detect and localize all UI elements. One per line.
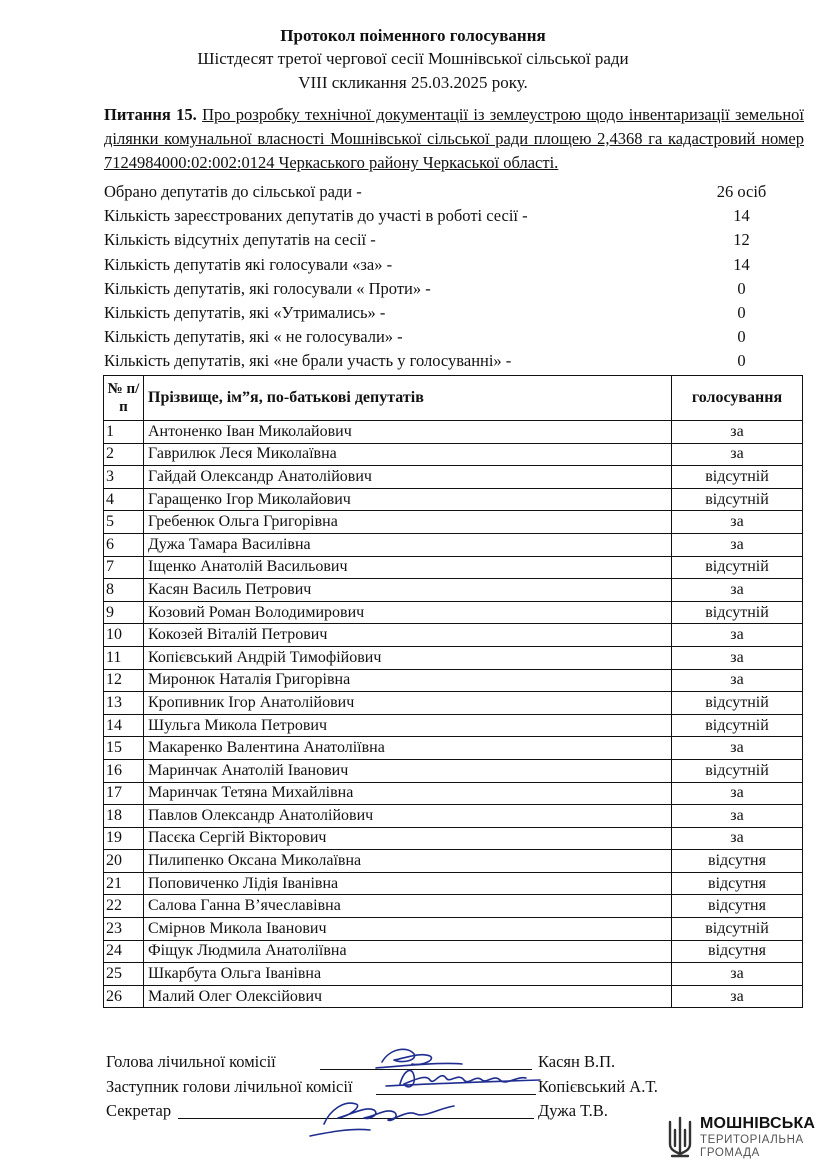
table-row: [104, 827, 803, 850]
deputy-name: Шульга Микола Петрович: [144, 714, 672, 737]
document-title: Протокол поіменного голосування: [280, 26, 546, 45]
stat-value: 14: [733, 206, 750, 226]
secretary-role: Секретар: [106, 1101, 172, 1120]
deputy-name: Поповиченко Лідія Іванівна: [144, 872, 672, 895]
deputy-name: Салова Ганна В’ячеславівна: [144, 895, 672, 918]
stat-value: 0: [737, 351, 746, 371]
table-row: [104, 443, 803, 466]
table-row: [104, 533, 803, 556]
table-row: [104, 895, 803, 918]
deputy-name: Гребенюк Ольга Григорівна: [144, 511, 672, 534]
row-number: 23: [104, 918, 144, 941]
row-number: 7: [104, 556, 144, 579]
vote-result: відсутній: [672, 714, 803, 737]
stat-label: Обрано депутатів до сільської ради -: [104, 182, 362, 201]
row-number: 3: [104, 466, 144, 489]
column-header-vote: голосування: [672, 376, 803, 421]
vote-result: за: [672, 533, 803, 556]
deputy-name: Маринчак Анатолій Іванович: [144, 759, 672, 782]
vote-result: відсутня: [672, 872, 803, 895]
stat-label: Кількість депутатів, які «Утримались» -: [104, 302, 386, 322]
table-row: [104, 985, 803, 1008]
stat-value: 12: [733, 230, 750, 250]
deputy-name: Антоненко Іван Миколайович: [144, 421, 672, 444]
handwritten-signatures: [290, 1040, 550, 1140]
stat-label: Кількість депутатів, які «не брали участь у голосуванні» -: [104, 351, 512, 371]
row-number: 18: [104, 805, 144, 828]
table-row: [104, 556, 803, 579]
deputy-role: Заступник голови лічильної комісії: [106, 1077, 353, 1096]
chair-name: Касян В.П.: [538, 1052, 616, 1071]
row-number: 6: [104, 533, 144, 556]
deputy-name: Пилипенко Оксана Миколаївна: [144, 850, 672, 873]
table-row: [104, 488, 803, 511]
row-number: 1: [104, 421, 144, 444]
stat-row: [104, 206, 804, 230]
row-number: 24: [104, 940, 144, 963]
vote-result: відсутній: [672, 692, 803, 715]
stat-label: Кількість депутатів які голосували «за» -: [104, 254, 393, 274]
table-row: [104, 579, 803, 602]
stat-label: Кількість депутатів, які « не голосували» -: [104, 327, 403, 347]
table-row: [104, 850, 803, 873]
deputy-name: Малий Олег Олексійович: [144, 985, 672, 1008]
deputy-name: Кокозей Віталій Петрович: [144, 624, 672, 647]
row-number: 21: [104, 872, 144, 895]
row-number: 12: [104, 669, 144, 692]
deputy-name: Гаращенко Ігор Миколайович: [144, 488, 672, 511]
vote-result: відсутній: [672, 918, 803, 941]
stat-row: [104, 327, 804, 351]
deputy-name: Дужа Тамара Василівна: [144, 533, 672, 556]
table-row: [104, 737, 803, 760]
roll-call-table: [103, 375, 803, 1008]
vote-result: за: [672, 624, 803, 647]
stat-value: 0: [737, 278, 746, 298]
table-row: [104, 782, 803, 805]
stat-row: [104, 230, 804, 254]
row-number: 10: [104, 624, 144, 647]
deputy-name: Касян Василь Петрович: [144, 579, 672, 602]
vote-result: за: [672, 421, 803, 444]
deputy-name: Копієвський А.Т.: [538, 1077, 658, 1096]
stat-value: 14: [733, 254, 750, 274]
table-row: [104, 466, 803, 489]
stat-value: 0: [737, 302, 746, 322]
table-row: [104, 918, 803, 941]
community-logo: [666, 1114, 816, 1162]
deputy-name: Копієвський Андрій Тимофійович: [144, 646, 672, 669]
table-row: [104, 940, 803, 963]
stat-value: 0: [737, 327, 746, 347]
row-number: 26: [104, 985, 144, 1008]
deputy-name: Фіщук Людмила Анатоліївна: [144, 940, 672, 963]
deputy-name: Макаренко Валентина Анатоліївна: [144, 737, 672, 760]
session-subtitle: Шістдесят третої чергової сесії Мошнівської сільської ради: [197, 49, 629, 68]
deputy-name: Кропивник Ігор Анатолійович: [144, 692, 672, 715]
deputy-name: Маринчак Тетяна Михайлівна: [144, 782, 672, 805]
column-header-name: Прізвище, ім”я, по-батькові депутатів: [144, 376, 672, 421]
vote-result: відсутня: [672, 895, 803, 918]
row-number: 13: [104, 692, 144, 715]
vote-result: за: [672, 443, 803, 466]
deputy-name: Смірнов Микола Іванович: [144, 918, 672, 941]
deputy-name: Іщенко Анатолій Васильович: [144, 556, 672, 579]
question-text: Про розробку технічної документації із землеустрою щодо інвентаризації земельної ділянки комунальної власності Мошнівської сільської ради площею 2,4368 га кадастровий номер 7124984000:02:002:0124 Черкаського району Черкаської області.: [104, 105, 805, 172]
deputy-name: Козовий Роман Володимирович: [144, 601, 672, 624]
vote-result: за: [672, 827, 803, 850]
row-number: 14: [104, 714, 144, 737]
logo-line-2: ТЕРИТОРІАЛЬНА: [700, 1134, 804, 1146]
stat-row: [104, 351, 804, 375]
table-header-row: [104, 376, 803, 421]
vote-result: за: [672, 985, 803, 1008]
vote-result: за: [672, 579, 803, 602]
vote-result: відсутній: [672, 601, 803, 624]
stat-row: [104, 182, 804, 206]
row-number: 19: [104, 827, 144, 850]
row-number: 8: [104, 579, 144, 602]
table-row: [104, 805, 803, 828]
row-number: 25: [104, 963, 144, 986]
question-number: Питання 15.: [104, 105, 197, 124]
column-header-number: № п/п: [104, 376, 144, 421]
deputy-name: Шкарбута Ольга Іванівна: [144, 963, 672, 986]
vote-result: відсутній: [672, 466, 803, 489]
secretary-name: Дужа Т.В.: [538, 1101, 608, 1120]
agenda-question: [104, 103, 804, 175]
table-row: [104, 692, 803, 715]
vote-result: відсутня: [672, 850, 803, 873]
row-number: 5: [104, 511, 144, 534]
trident-icon: [666, 1116, 694, 1160]
stat-row: [104, 279, 804, 303]
row-number: 15: [104, 737, 144, 760]
vote-statistics: [104, 182, 804, 376]
table-row: [104, 421, 803, 444]
logo-line-3: ГРОМАДА: [700, 1147, 760, 1159]
table-row: [104, 963, 803, 986]
stat-value: 26 осіб: [716, 182, 767, 201]
deputy-name: Гайдай Олександр Анатолійович: [144, 466, 672, 489]
stat-label: Кількість зареєстрованих депутатів до участі в роботі сесії -: [104, 206, 528, 226]
row-number: 22: [104, 895, 144, 918]
deputy-name: Пасєка Сергій Вікторович: [144, 827, 672, 850]
table-row: [104, 872, 803, 895]
vote-result: відсутня: [672, 940, 803, 963]
convocation-date: VIII скликання 25.03.2025 року.: [298, 73, 528, 92]
row-number: 2: [104, 443, 144, 466]
table-row: [104, 714, 803, 737]
vote-result: відсутній: [672, 488, 803, 511]
stat-row: [104, 255, 804, 279]
row-number: 11: [104, 646, 144, 669]
vote-result: за: [672, 646, 803, 669]
vote-result: відсутній: [672, 759, 803, 782]
vote-result: за: [672, 963, 803, 986]
deputy-name: Гаврилюк Леся Миколаївна: [144, 443, 672, 466]
table-row: [104, 624, 803, 647]
chair-role: Голова лічильної комісії: [106, 1052, 276, 1071]
row-number: 20: [104, 850, 144, 873]
deputy-name: Павлов Олександр Анатолійович: [144, 805, 672, 828]
stat-row: [104, 303, 804, 327]
row-number: 16: [104, 759, 144, 782]
table-row: [104, 759, 803, 782]
table-row: [104, 669, 803, 692]
logo-line-1: МОШНІВСЬКА: [700, 1115, 816, 1132]
vote-result: за: [672, 669, 803, 692]
stat-label: Кількість відсутніх депутатів на сесії -: [104, 230, 376, 250]
row-number: 9: [104, 601, 144, 624]
row-number: 4: [104, 488, 144, 511]
table-row: [104, 646, 803, 669]
table-row: [104, 601, 803, 624]
table-row: [104, 511, 803, 534]
vote-result: за: [672, 511, 803, 534]
vote-result: за: [672, 737, 803, 760]
vote-result: за: [672, 782, 803, 805]
deputy-name: Миронюк Наталія Григорівна: [144, 669, 672, 692]
stat-label: Кількість депутатів, які голосували « Проти» -: [104, 278, 431, 298]
vote-result: відсутній: [672, 556, 803, 579]
row-number: 17: [104, 782, 144, 805]
vote-result: за: [672, 805, 803, 828]
